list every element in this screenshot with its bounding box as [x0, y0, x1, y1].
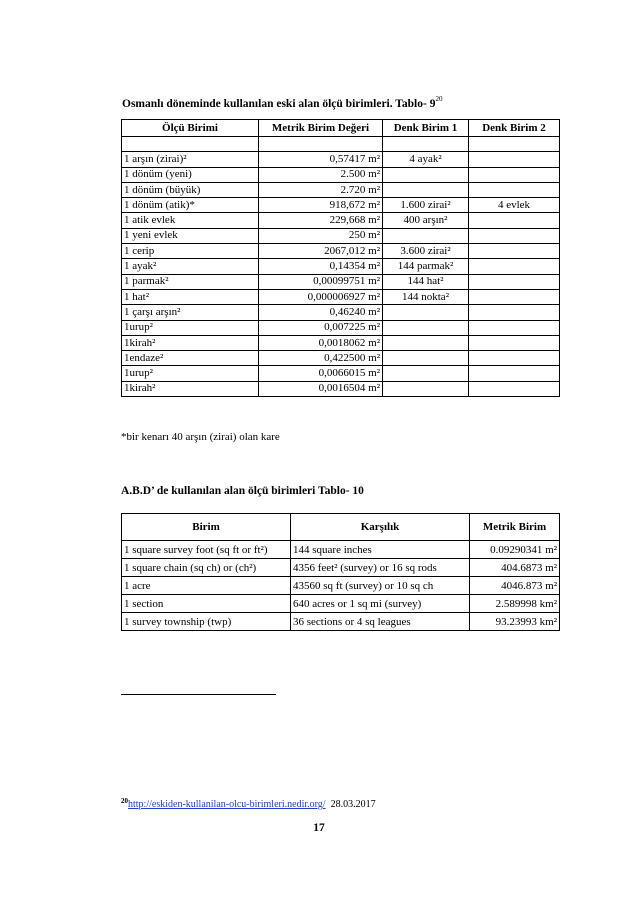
- table9-title: [122, 95, 442, 110]
- table-cell: 36 sections or 4 sq leagues: [291, 613, 470, 631]
- table-cell: 2067,012 m²: [259, 244, 383, 259]
- footnote-marker: 20: [121, 797, 128, 805]
- table-cell: 0,00099751 m²: [259, 274, 383, 289]
- table-cell: 93.23993 km²: [470, 613, 560, 631]
- table-cell: [469, 182, 560, 197]
- table-cell: [469, 244, 560, 259]
- table-cell: 4 evlek: [469, 198, 560, 213]
- table-cell: 0,0016504 m²: [259, 381, 383, 396]
- table-cell: [383, 351, 469, 366]
- table-cell: 0,0066015 m²: [259, 366, 383, 381]
- table-cell: 1 yeni evlek: [122, 228, 259, 243]
- table9-header-cell: Denk Birim 1: [383, 120, 469, 137]
- table-row: [122, 198, 560, 213]
- table-row: [122, 259, 560, 274]
- table10-header-cell: Karşılık: [291, 514, 470, 541]
- table-cell: [469, 167, 560, 182]
- table-cell: [383, 335, 469, 350]
- table-cell: [383, 366, 469, 381]
- table9-header-cell: Metrik Birim Değeri: [259, 120, 383, 137]
- table-cell: [383, 182, 469, 197]
- table-cell: 1 arşın (zirai)²: [122, 152, 259, 167]
- footnote-separator: [121, 694, 276, 695]
- table-cell: 1 cerip: [122, 244, 259, 259]
- table-cell: 404.6873 m²: [470, 559, 560, 577]
- table-cell: [469, 137, 560, 152]
- table-cell: 1 square survey foot (sq ft or ft²): [122, 541, 291, 559]
- table-row: [122, 541, 560, 559]
- table-row: [122, 228, 560, 243]
- table-cell: 1endaze²: [122, 351, 259, 366]
- table-cell: 229,668 m²: [259, 213, 383, 228]
- table-cell: [383, 320, 469, 335]
- table-cell: [469, 381, 560, 396]
- table-cell: [469, 213, 560, 228]
- table-cell: 0,422500 m²: [259, 351, 383, 366]
- table10-header-cell: Birim: [122, 514, 291, 541]
- table-cell: 144 hat²: [383, 274, 469, 289]
- table-cell: 0,57417 m²: [259, 152, 383, 167]
- table-cell: [469, 228, 560, 243]
- table-cell: 0.09290341 m²: [470, 541, 560, 559]
- table9-header-row: [122, 120, 560, 137]
- table10-body: [122, 541, 560, 631]
- table-cell: [469, 351, 560, 366]
- table-cell: 0,007225 m²: [259, 320, 383, 335]
- table-row: [122, 320, 560, 335]
- table-cell: [122, 137, 259, 152]
- table-cell: [383, 167, 469, 182]
- table-cell: 400 arşın²: [383, 213, 469, 228]
- table-cell: 1urup²: [122, 320, 259, 335]
- table-row: [122, 335, 560, 350]
- table-cell: 4356 feet² (survey) or 16 sq rods: [291, 559, 470, 577]
- table-cell: 1 section: [122, 595, 291, 613]
- table-cell: 250 m²: [259, 228, 383, 243]
- table-cell: [383, 381, 469, 396]
- table-cell: 144 square inches: [291, 541, 470, 559]
- table-cell: 1 dönüm (büyük): [122, 182, 259, 197]
- table-cell: [469, 366, 560, 381]
- table-cell: [469, 305, 560, 320]
- table-row: [122, 152, 560, 167]
- table-cell: 2.589998 km²: [470, 595, 560, 613]
- table-cell: 1.600 zirai²: [383, 198, 469, 213]
- table-cell: [469, 274, 560, 289]
- table9-body: [122, 137, 560, 397]
- table-cell: [469, 289, 560, 304]
- table-row: [122, 366, 560, 381]
- table-cell: 1 ayak²: [122, 259, 259, 274]
- table-row: [122, 613, 560, 631]
- table-row: [122, 559, 560, 577]
- table-cell: 0,14354 m²: [259, 259, 383, 274]
- table-cell: 144 nokta²: [383, 289, 469, 304]
- table-row: [122, 305, 560, 320]
- table-cell: 0,000006927 m²: [259, 289, 383, 304]
- table-cell: 0,46240 m²: [259, 305, 383, 320]
- table-cell: 1 dönüm (yeni): [122, 167, 259, 182]
- table-row: [122, 351, 560, 366]
- table-row: [122, 167, 560, 182]
- table10-header-cell: Metrik Birim: [470, 514, 560, 541]
- table-cell: [469, 335, 560, 350]
- table-cell: 918,672 m²: [259, 198, 383, 213]
- table9-note: *bir kenarı 40 arşın (zirai) olan kare: [121, 431, 280, 443]
- table9: [121, 119, 560, 397]
- table10: [121, 513, 560, 631]
- table-cell: 1 hat²: [122, 289, 259, 304]
- table-cell: 1 atik evlek: [122, 213, 259, 228]
- table-cell: 1 survey township (twp): [122, 613, 291, 631]
- table-cell: [469, 320, 560, 335]
- table-row: [122, 137, 560, 152]
- table-row: [122, 244, 560, 259]
- table-cell: 3.600 zirai²: [383, 244, 469, 259]
- table-cell: 2.500 m²: [259, 167, 383, 182]
- table-cell: 4046.873 m²: [470, 577, 560, 595]
- table-cell: [469, 152, 560, 167]
- table-cell: 1kirah²: [122, 335, 259, 350]
- table-cell: 0,0018062 m²: [259, 335, 383, 350]
- table-cell: 1kirah²: [122, 381, 259, 396]
- table-cell: 1 dönüm (atik)*: [122, 198, 259, 213]
- table-cell: 2.720 m²: [259, 182, 383, 197]
- table9-title-text: Osmanlı döneminde kullanılan eski alan ölçü birimleri. Tablo- 9: [122, 98, 436, 110]
- table-cell: 1urup²: [122, 366, 259, 381]
- footnote-link[interactable]: http://eskiden-kullanilan-olcu-birimleri.nedir.org/: [128, 799, 326, 810]
- table-row: [122, 289, 560, 304]
- table9-header-cell: Ölçü Birimi: [122, 120, 259, 137]
- table-row: [122, 182, 560, 197]
- table-cell: 1 square chain (sq ch) or (ch²): [122, 559, 291, 577]
- table-row: [122, 213, 560, 228]
- table-cell: 640 acres or 1 sq mi (survey): [291, 595, 470, 613]
- footnote-date: 28.03.2017: [330, 799, 376, 810]
- table-cell: 1 çarşı arşın²: [122, 305, 259, 320]
- table-cell: [259, 137, 383, 152]
- table-cell: [383, 137, 469, 152]
- table-cell: [383, 228, 469, 243]
- table-row: [122, 274, 560, 289]
- table-row: [122, 577, 560, 595]
- table-cell: [383, 305, 469, 320]
- table-cell: 4 ayak²: [383, 152, 469, 167]
- table-cell: 144 parmak²: [383, 259, 469, 274]
- table9-footnote-ref: 20: [435, 95, 443, 103]
- table-cell: [469, 259, 560, 274]
- table10-title: A.B.D’ de kullanılan alan ölçü birimleri Tablo- 10: [121, 485, 364, 497]
- table10-header-row: [122, 514, 560, 541]
- table-cell: 1 acre: [122, 577, 291, 595]
- table-row: [122, 595, 560, 613]
- table-cell: 43560 sq ft (survey) or 10 sq ch: [291, 577, 470, 595]
- table-cell: 1 parmak²: [122, 274, 259, 289]
- page-number: 17: [313, 822, 325, 834]
- footnote: [121, 797, 376, 810]
- table-row: [122, 381, 560, 396]
- table9-header-cell: Denk Birim 2: [469, 120, 560, 137]
